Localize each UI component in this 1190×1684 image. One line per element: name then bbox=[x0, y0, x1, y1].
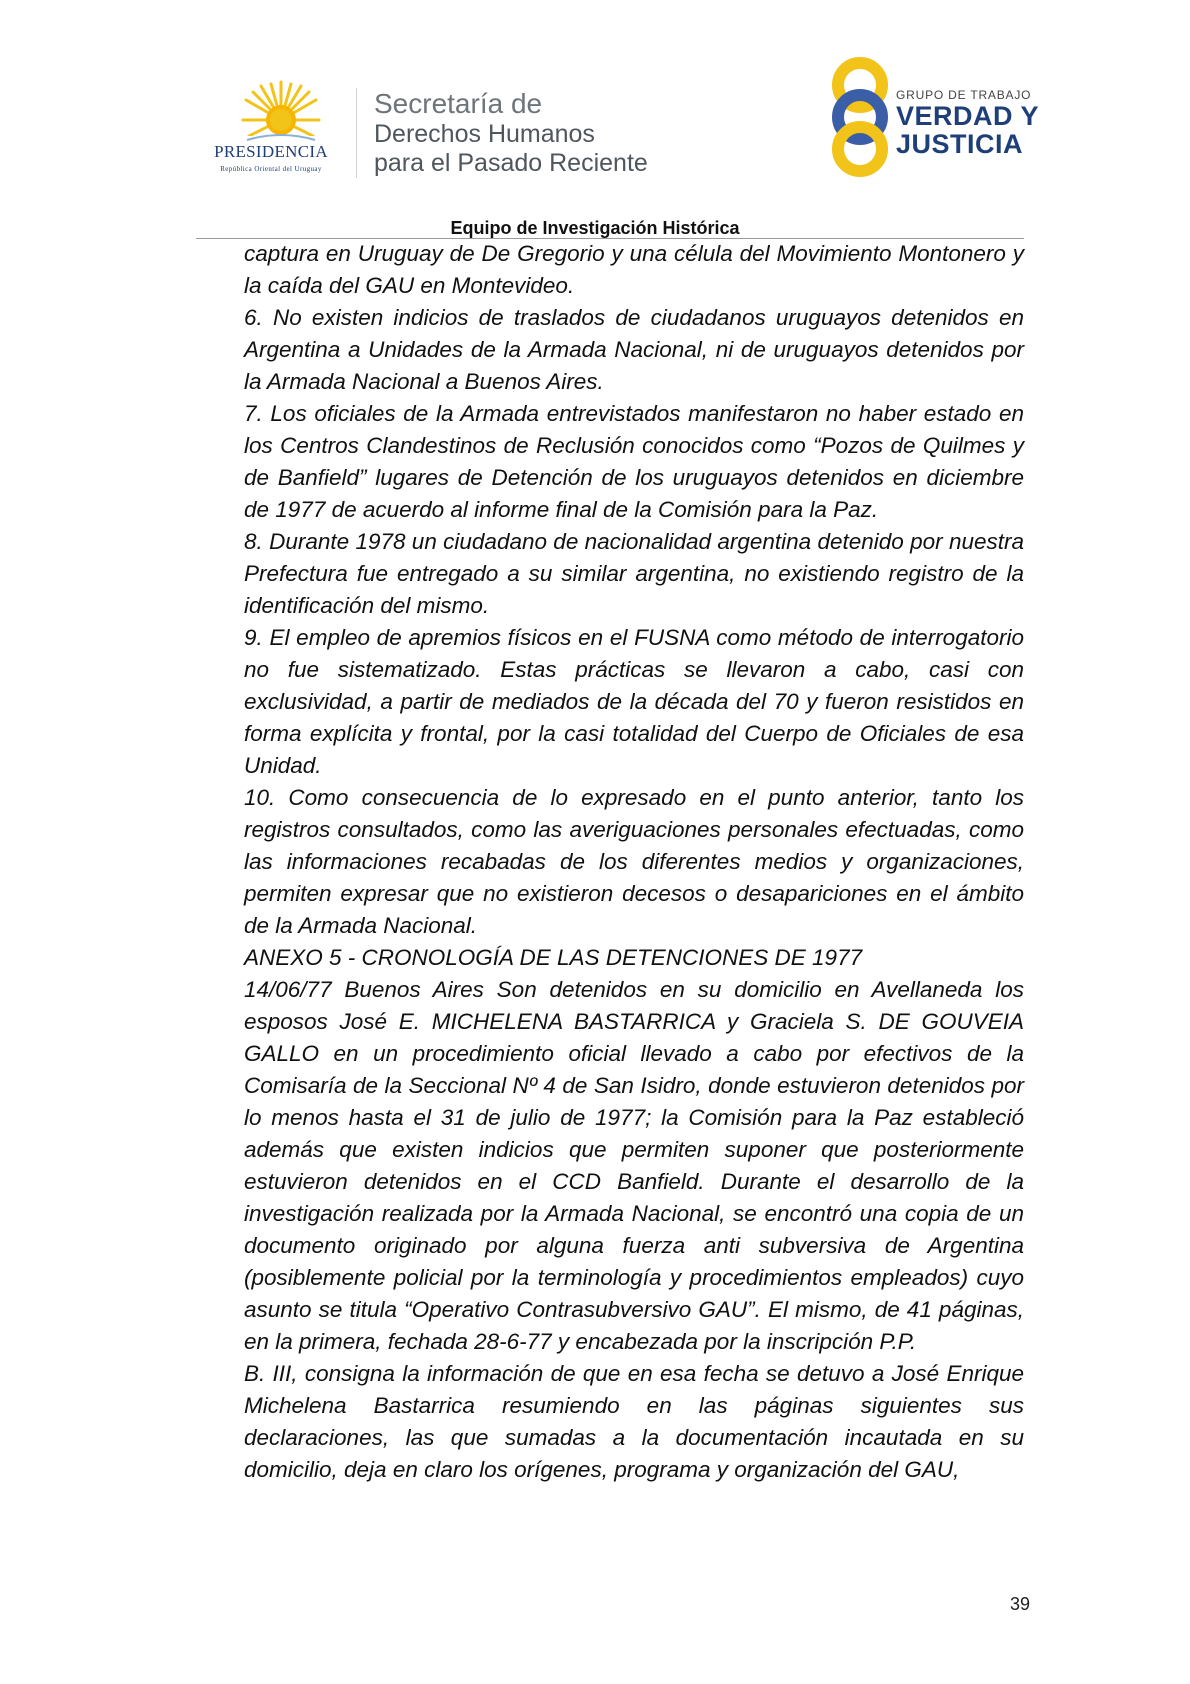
annex-heading: ANEXO 5 - CRONOLOGÍA DE LAS DETENCIONES DE 1977 bbox=[244, 945, 863, 970]
secretaria-logo-text bbox=[374, 88, 648, 178]
presidencia-logo bbox=[196, 80, 346, 180]
page-number: 39 bbox=[1009, 1594, 1030, 1614]
paragraph-item-8: 8. Durante 1978 un ciudadano de nacionalidad argentina detenido por nuestra Prefectura fue entregado a su similar argentina, no existiendo registro de la identificación del mismo. bbox=[244, 529, 1024, 618]
paragraph-chronology-140677: 14/06/77 Buenos Aires Son detenidos en su domicilio en Avellaneda los esposos José E. MICHELENA BASTARRICA y Graciela S. DE GOUVEIA GALLO en un procedimiento oficial llevado a cabo por efectivos de la Comisaría de la Seccional Nº 4 de San Isidro, donde estuvieron detenidos por lo menos hasta el 31 de julio de 1977; la Comisión para la Paz estableció además que existen indicios que permiten suponer que posteriormente estuvieron detenidos en el CCD Banfield. Durante el desarrollo de la investigación realizada por la Armada Nacional, se encontró una copia de un documento originado por alguna fuerza anti subversiva de Argentina (posiblemente policial por la terminología y procedimientos empleados) cuyo asunto se titula “Operativo Contrasubversivo GAU”. El mismo, de 41 páginas, en la primera, fechada 28-6-77 y encabezada por la inscripción P.P. bbox=[244, 977, 1024, 1354]
grupo-line-1: GRUPO DE TRABAJO bbox=[896, 88, 1032, 102]
presidencia-name: PRESIDENCIA bbox=[214, 142, 328, 161]
presidencia-subtitle: República Oriental del Uruguay bbox=[220, 165, 322, 173]
document-body bbox=[244, 238, 1024, 1486]
grupo-trabajo-text bbox=[896, 88, 1039, 158]
paragraph-item-6: 6. No existen indicios de traslados de ciudadanos uruguayos detenidos en Argentina a Unidades de la Armada Nacional, ni de uruguayos detenidos por la Armada Nacional a Buenos Aires. bbox=[244, 305, 1024, 394]
paragraph-item-9: 9. El empleo de apremios físicos en el FUSNA como método de interrogatorio no fue sistematizado. Estas prácticas se llevaron a cabo, casi con exclusividad, a partir de mediados de la década del 70 y fueron resistidos en forma explícita y frontal, por la casi totalidad del Cuerpo de Oficiales de esa Unidad. bbox=[244, 625, 1024, 778]
sun-emblem-icon bbox=[241, 80, 321, 145]
secretaria-line-1: Secretaría de bbox=[374, 88, 543, 119]
secretaria-line-3: para el Pasado Reciente bbox=[374, 149, 648, 177]
header-divider bbox=[356, 88, 357, 178]
page-header bbox=[0, 0, 1190, 240]
team-title: Equipo de Investigación Histórica bbox=[450, 218, 740, 238]
paragraph-item-10: 10. Como consecuencia de lo expresado en el punto anterior, tanto los registros consultados, como las averiguaciones personales efectuadas, como las informaciones recabadas de los diferentes medios y organizaciones, permiten expresar que no existieron decesos o desapariciones en el ámbito de la Armada Nacional. bbox=[244, 785, 1024, 938]
secretaria-line-2: Derechos Humanos bbox=[374, 120, 595, 148]
grupo-line-2: VERDAD Y bbox=[896, 101, 1040, 131]
paragraph-item-7: 7. Los oficiales de la Armada entrevistados manifestaron no haber estado en los Centros Clandestinos de Reclusión conocidos como “Pozos de Quilmes y de Banfield” lugares de Detención de los uruguayos detenidos en diciembre de 1977 de acuerdo al informe final de la Comisión para la Paz. bbox=[244, 401, 1024, 522]
paragraph-continuation: captura en Uruguay de De Gregorio y una célula del Movimiento Montonero y la caída del GAU en Montevideo. bbox=[244, 241, 1024, 298]
grupo-line-3: JUSTICIA bbox=[896, 129, 1024, 159]
paragraph-b-iii: B. III, consigna la información de que en esa fecha se detuvo a José Enrique Michelena Bastarrica resumiendo en las páginas siguientes sus declaraciones, las que sumadas a la documentación incautada en su domicilio, deja en claro los orígenes, programa y organización del GAU, bbox=[244, 1361, 1024, 1482]
